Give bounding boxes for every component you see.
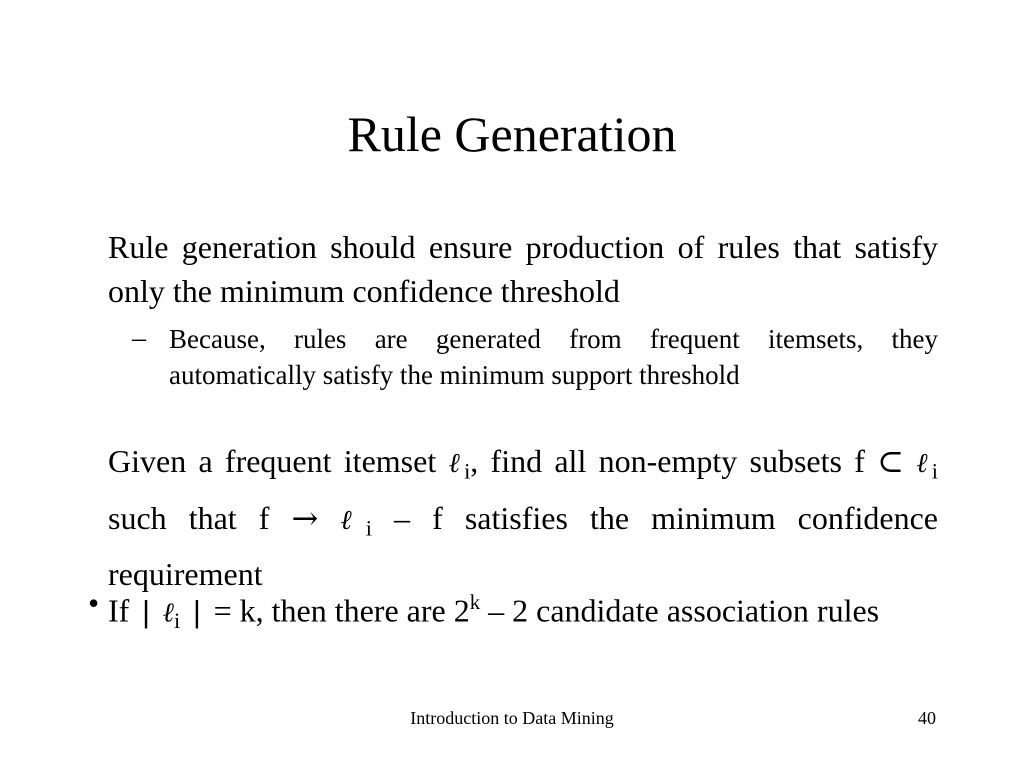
bullet-text xyxy=(108,580,938,644)
paragraph-rule-generation: Rule generation should ensure production of rules that satisfy only the minimum confidence threshold xyxy=(108,229,938,309)
dash-marker: – xyxy=(132,323,146,354)
ell-symbol: ℓ xyxy=(340,504,366,536)
bullet-dot: • xyxy=(88,585,100,621)
pipe-symbol: | xyxy=(188,594,206,629)
text-fragment: If xyxy=(108,592,138,629)
subscript-i: i xyxy=(365,515,372,541)
arrow-symbol: → xyxy=(291,498,319,537)
text-fragment: Given a frequent itemset xyxy=(108,443,449,479)
text-fragment: – f satisfies the minimum confidence requirement xyxy=(108,499,939,593)
text-fragment: , find all non-empty subsets f xyxy=(470,443,878,479)
paragraph-given-itemset xyxy=(108,438,938,597)
subscript-i: i xyxy=(173,608,181,634)
superscript-k: k xyxy=(469,591,481,614)
pipe-symbol: | xyxy=(137,594,155,629)
page-number: 40 xyxy=(918,708,936,728)
text-fragment: such that f xyxy=(108,499,292,536)
ell-symbol: ℓ xyxy=(916,448,932,479)
text-fragment: = k, then there are 2 xyxy=(205,592,470,629)
ell-symbol: ℓ xyxy=(162,597,174,629)
footer-title: Introduction to Data Mining xyxy=(410,708,614,728)
subscript-i: i xyxy=(931,458,939,484)
subscript-i: i xyxy=(464,458,471,484)
sub-point-text: Because, rules are generated from frequent itemsets, they automatically satisfy the minimum support threshold xyxy=(169,324,938,390)
text-fragment: – 2 candidate association rules xyxy=(480,592,880,629)
ell-symbol: ℓ xyxy=(448,448,465,479)
subset-symbol: ⊂ xyxy=(877,442,904,480)
slide-title: Rule Generation xyxy=(347,106,677,162)
